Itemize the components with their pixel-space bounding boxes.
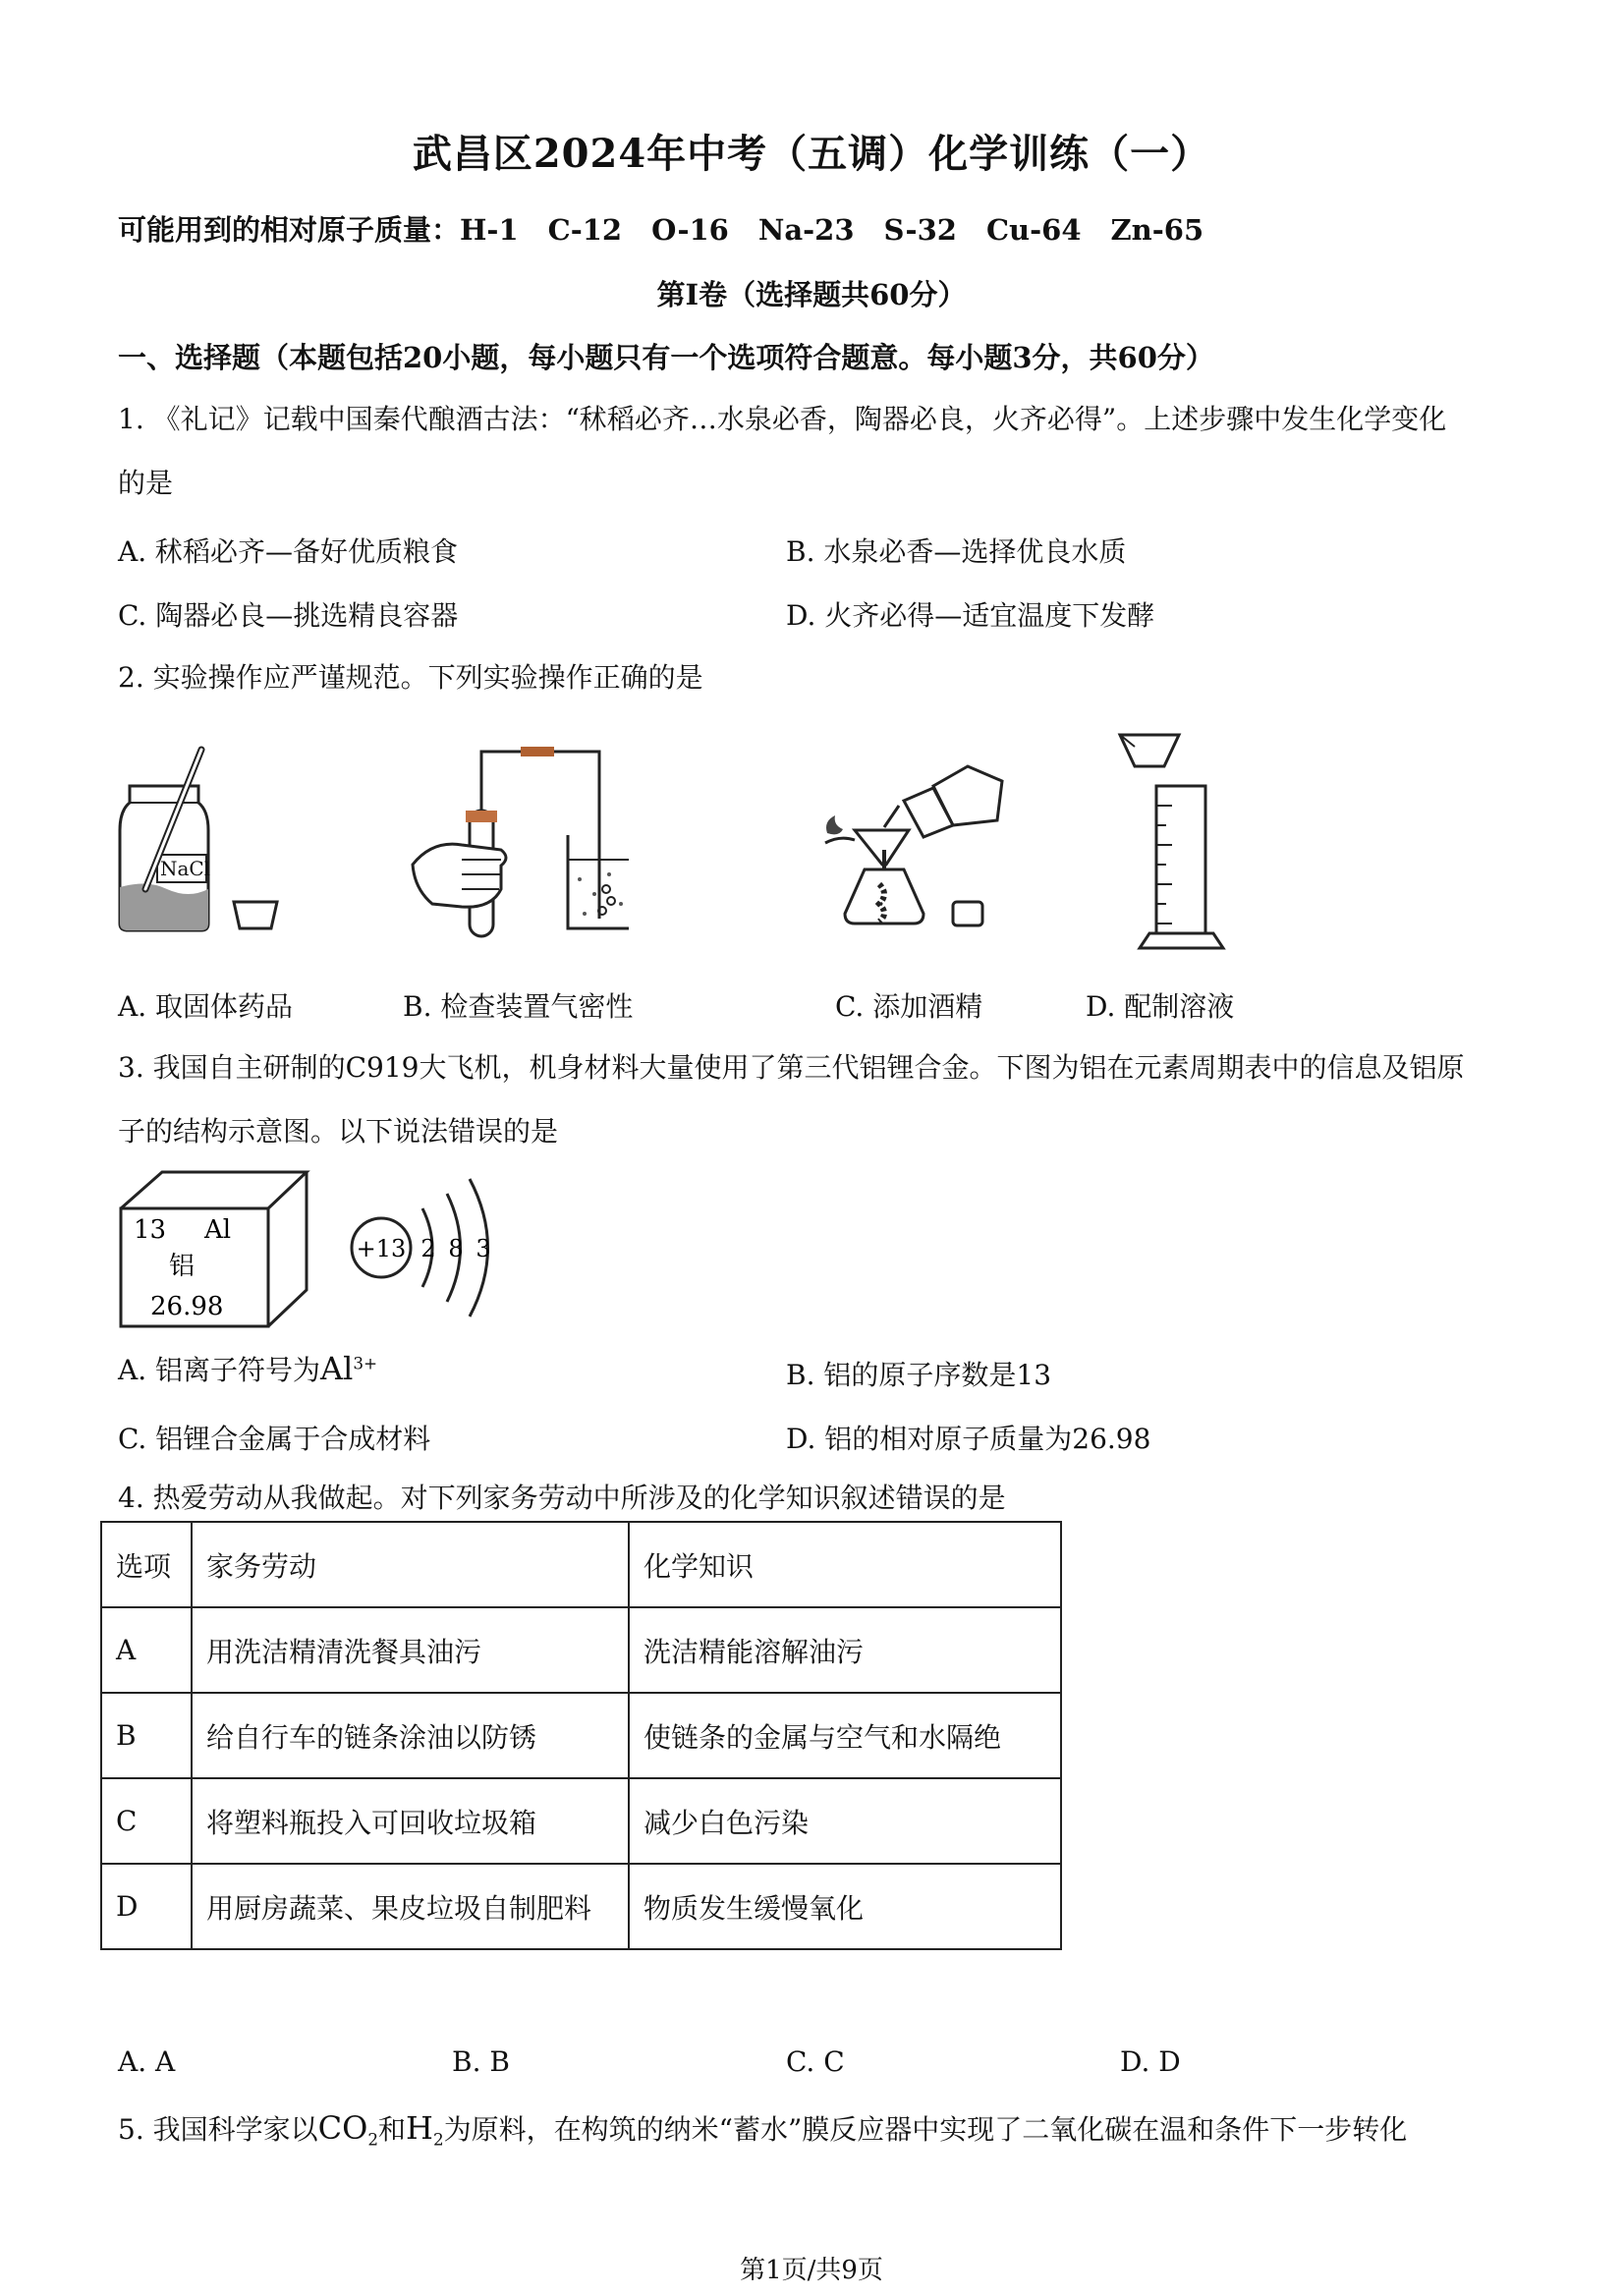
table-row [101,1607,1061,1693]
table-cell: 减少白色污染 [629,1778,1061,1864]
table-cell: 使链条的金属与空气和水隔绝 [629,1693,1061,1778]
mass-item: H-1 [460,213,519,247]
solid-powder [120,883,208,930]
page-footer: 第1页/共9页 [740,2256,883,2285]
h2-subscript: 2 [432,2129,444,2150]
mass-item: Zn-65 [1110,213,1204,247]
table-row [101,1693,1061,1778]
table-cell: B [101,1693,192,1778]
atomic-masses [118,208,1233,249]
q2-option-c: C. 添加酒精 [835,990,983,1023]
mass-item: C-12 [547,213,623,247]
q3-figure [118,1169,511,1331]
mass-item: Cu-64 [985,213,1082,247]
q2-option-a: A. 取固体药品 [118,990,294,1023]
watch-dish [234,902,277,928]
q4-option-a: A. A [118,2045,176,2078]
q5-stem [118,2106,1407,2161]
table-header: 家务劳动 [192,1522,629,1607]
table-row [101,1778,1061,1864]
table-cell: 用厨房蔬菜、果皮垃圾自制肥料 [192,1864,629,1949]
q4-table [100,1521,1062,1950]
table-header: 选项 [101,1522,192,1607]
mass-item: S-32 [883,213,957,247]
figure-d-graduated-cylinder [1105,727,1233,953]
h2-formula: H [406,2109,433,2147]
q1-option-b: B. 水泉必香—选择优良水质 [786,535,1127,568]
shell-3-count: 3 [476,1235,491,1262]
q5-text-3: 为原料，在构筑的纳米“蓄水”膜反应器中实现了二氧化碳在温和条件下一步转化 [443,2113,1408,2146]
flame [826,815,843,834]
flame-wick [825,838,855,843]
q4-option-b: B. B [452,2045,510,2078]
co2-formula: CO [317,2109,368,2147]
table-cell: 洗洁精能溶解油污 [629,1607,1061,1693]
element-mass: 26.98 [150,1292,224,1321]
figure-c-adding-alcohol [806,727,1022,933]
atom-diagram [352,1179,491,1316]
table-cell: 物质发生缓慢氧化 [629,1864,1061,1949]
hand [413,844,506,907]
q3-option-c: C. 铝锂合金属于合成材料 [118,1423,431,1455]
element-number: 13 [134,1215,167,1245]
q1-stem-line2: 的是 [118,467,174,499]
rubber-tube [521,747,554,756]
table-cell: 将塑料瓶投入可回收垃圾箱 [192,1778,629,1864]
q3-stem-line2: 子的结构示意图。以下说法错误的是 [118,1115,559,1148]
q2-option-d: D. 配制溶液 [1086,990,1235,1023]
q5-text-2: 和 [378,2113,407,2146]
mass-item: Na-23 [757,213,855,247]
page-title: 武昌区2024年中考（五调）化学训练（一） [412,131,1211,177]
aluminium-symbol: Al [320,1350,354,1387]
section-title: 第Ⅰ卷（选择题共60分） [656,278,967,311]
element-name: 铝 [169,1252,196,1281]
table-cell: 给自行车的链条涂油以防锈 [192,1693,629,1778]
element-symbol: Al [204,1215,232,1245]
atomic-masses-label: 可能用到的相对原子质量： [118,213,461,247]
figure-b-airtightness [403,742,629,938]
q1-option-a: A. 秫稻必齐—备好优质粮食 [118,535,459,568]
nucleus-charge: +13 [356,1235,407,1262]
cylinder-body [1156,786,1205,933]
table-cell: 用洗洁精清洗餐具油污 [192,1607,629,1693]
funnel [855,830,909,865]
q4-stem: 4. 热爱劳动从我做起。对下列家务劳动中所涉及的化学知识叙述错误的是 [118,1482,1006,1514]
q1-option-c: C. 陶器必良—挑选精良容器 [118,599,459,632]
table-cell: D [101,1864,192,1949]
figure-a-solid-reagent [108,742,285,938]
cylinder-base [1140,933,1223,948]
shell-1-count: 2 [420,1235,436,1262]
element-cell [121,1172,307,1326]
table-cell: A [101,1607,192,1693]
q5-text-1: 5. 我国科学家以 [118,2113,318,2146]
table-row [101,1864,1061,1949]
q1-stem-line1: 1. 《礼记》记载中国秦代酿酒古法：“秫稻必齐…水泉必香，陶器必良，火齐必得”。上述步骤中发生化学变化 [118,403,1447,435]
mass-item: O-16 [651,213,729,247]
lamp-cap [953,902,982,925]
q3-option-b: B. 铝的原子序数是13 [786,1359,1052,1391]
bottle-label-text: NaCl [160,857,211,880]
table-header: 化学知识 [629,1522,1061,1607]
part-title: 一、选择题（本题包括20小题，每小题只有一个选项符合题意。每小题3分，共60分） [118,341,1214,374]
q3-option-d: D. 铝的相对原子质量为26.98 [786,1423,1151,1455]
q2-stem: 2. 实验操作应严谨规范。下列实验操作正确的是 [118,661,703,694]
co2-subscript: 2 [367,2129,379,2150]
table-cell: C [101,1778,192,1864]
table-header-row [101,1522,1061,1607]
funnel-top [1120,735,1179,766]
q3-stem-line1: 3. 我国自主研制的C919大飞机，机身材料大量使用了第三代铝锂合金。下图为铝在元素周期表中的信息及铝原 [118,1051,1465,1084]
reagent-container [904,788,953,837]
shell-2-count: 8 [448,1235,464,1262]
q3-option-a-text: A. 铝离子符号为 [118,1354,321,1386]
q3-option-a [118,1349,377,1388]
stopper [466,811,497,822]
q4-option-d: D. D [1120,2045,1181,2078]
q1-option-d: D. 火齐必得—适宜温度下发酵 [786,599,1155,632]
aluminium-charge: 3+ [353,1353,378,1373]
q4-option-c: C. C [786,2045,845,2078]
q2-option-b: B. 检查装置气密性 [403,990,634,1023]
